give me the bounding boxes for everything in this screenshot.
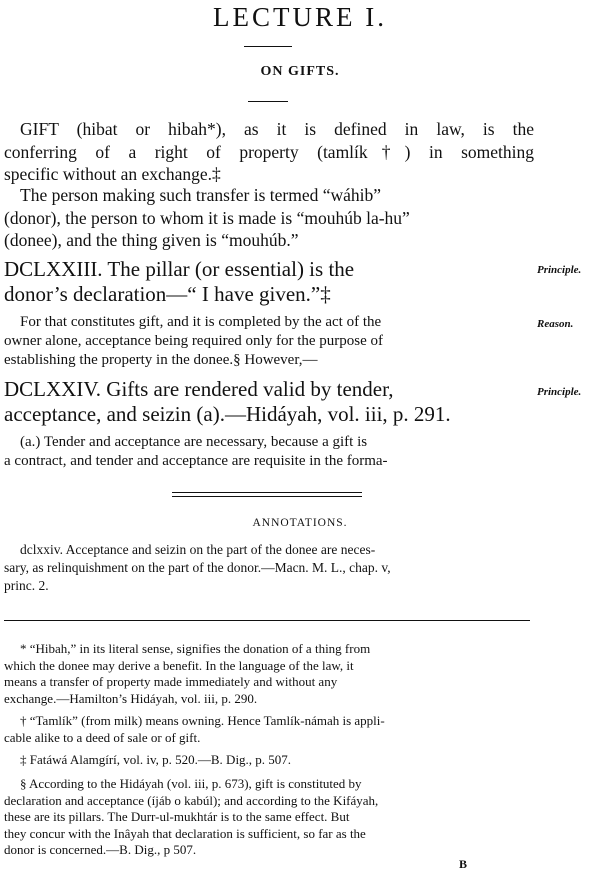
text-line: (donor), the person to whom it is made is “mouhúb la-hu” (4, 207, 410, 228)
section-title: ON GIFTS. (260, 64, 340, 79)
text-line: specific without an exchange.‡ (4, 164, 221, 184)
lecture-title: LECTURE I. (213, 2, 387, 32)
text-line: For that constitutes gift, and it is completed by the act of the (20, 314, 382, 330)
text-line: (a.) Tender and acceptance are necessary, because a gift is (20, 434, 368, 450)
text-line: donor’s declaration—“ I have given.”‡ (4, 282, 331, 306)
text-line: owner alone, acceptance being required only for the purpose of (4, 333, 384, 349)
text-line: princ. 2. (4, 578, 49, 593)
text-line: declaration and acceptance (íjáb o kabúl); and according to the Kifáyah, (4, 792, 379, 808)
margin-note-principle-2: Principle. (537, 386, 582, 398)
text-line: means a transfer of property made immediately and without any (4, 674, 338, 689)
text-line: ‡ Fatáwá Alamgírí, vol. iv, p. 520.—B. Dig., p. 507. (20, 752, 292, 767)
text-line: donor is concerned.—B. Dig., p 507. (4, 842, 197, 857)
text-line: they concur with the Inâyah that declaration is sufficient, so far as the (4, 825, 366, 841)
margin-note-principle: Principle. (537, 264, 582, 276)
article-673 (4, 257, 534, 307)
text-line: DCLXXIV. Gifts are rendered valid by tender, (4, 377, 394, 401)
subtitle-rule (248, 101, 288, 102)
text-line: establishing the property in the donee.§ However,— (4, 352, 318, 368)
article-674 (4, 377, 534, 427)
text-line: dclxxiv. Acceptance and seizin on the part of the donee are neces- (20, 542, 376, 557)
footnote-rule (4, 620, 530, 621)
text-line: which the donee may derive a benefit. In the language of the law, it (4, 657, 354, 673)
text-line: exchange.—Hamilton’s Hidáyah, vol. iii, p. 290. (4, 690, 258, 706)
text-line: (donee), and the thing given is “mouhúb.” (4, 230, 299, 250)
text-line: acceptance, and seizin (a).—Hidáyah, vol. iii, p. 291. (4, 402, 451, 426)
text-line: DCLXXIII. The pillar (or essential) is the (4, 257, 355, 281)
reason-paragraph (4, 313, 534, 370)
footnote-hidayah (4, 776, 534, 859)
annotations-heading: ANNOTATIONS. (252, 517, 348, 529)
note-a-paragraph (4, 433, 534, 471)
footnote-tamlik (4, 713, 534, 746)
text-line: § According to the Hidáyah (vol. iii, p. 673), gift is constituted by (20, 776, 362, 791)
intro-paragraph (4, 118, 534, 186)
text-line: these are its pillars. The Durr-ul-mukhtár is to the same effect. But (4, 809, 350, 824)
text-line: sary, as relinquishment on the part of the donor.—Macn. M. L., chap. v, (4, 560, 391, 575)
double-rule-top (172, 492, 362, 493)
margin-note-reason: Reason. (537, 318, 574, 330)
text-line: † “Tamlík” (from milk) means owning. Hence Tamlík-námah is appli- (20, 713, 385, 728)
text-line: GIFT (hibat or hibah*), as it is defined in law, is the (20, 119, 534, 139)
text-line: a contract, and tender and acceptance are requisite in the forma- (4, 453, 388, 469)
footnote-fatawa (4, 752, 534, 769)
annotation-paragraph (4, 541, 534, 595)
text-line: conferring of a right of property (tamlík†) in something (4, 141, 534, 162)
signature-mark: B (459, 857, 468, 871)
text-line: cable alike to a deed of sale or of gift. (4, 729, 201, 745)
title-rule (244, 46, 292, 47)
text-line: The person making such transfer is termed “wáhib” (20, 185, 382, 205)
text-line: * “Hibah,” in its literal sense, signifies the donation of a thing from (20, 641, 371, 656)
transfer-paragraph (4, 184, 534, 252)
footnote-hibah (4, 641, 534, 707)
double-rule-bottom (172, 496, 362, 497)
